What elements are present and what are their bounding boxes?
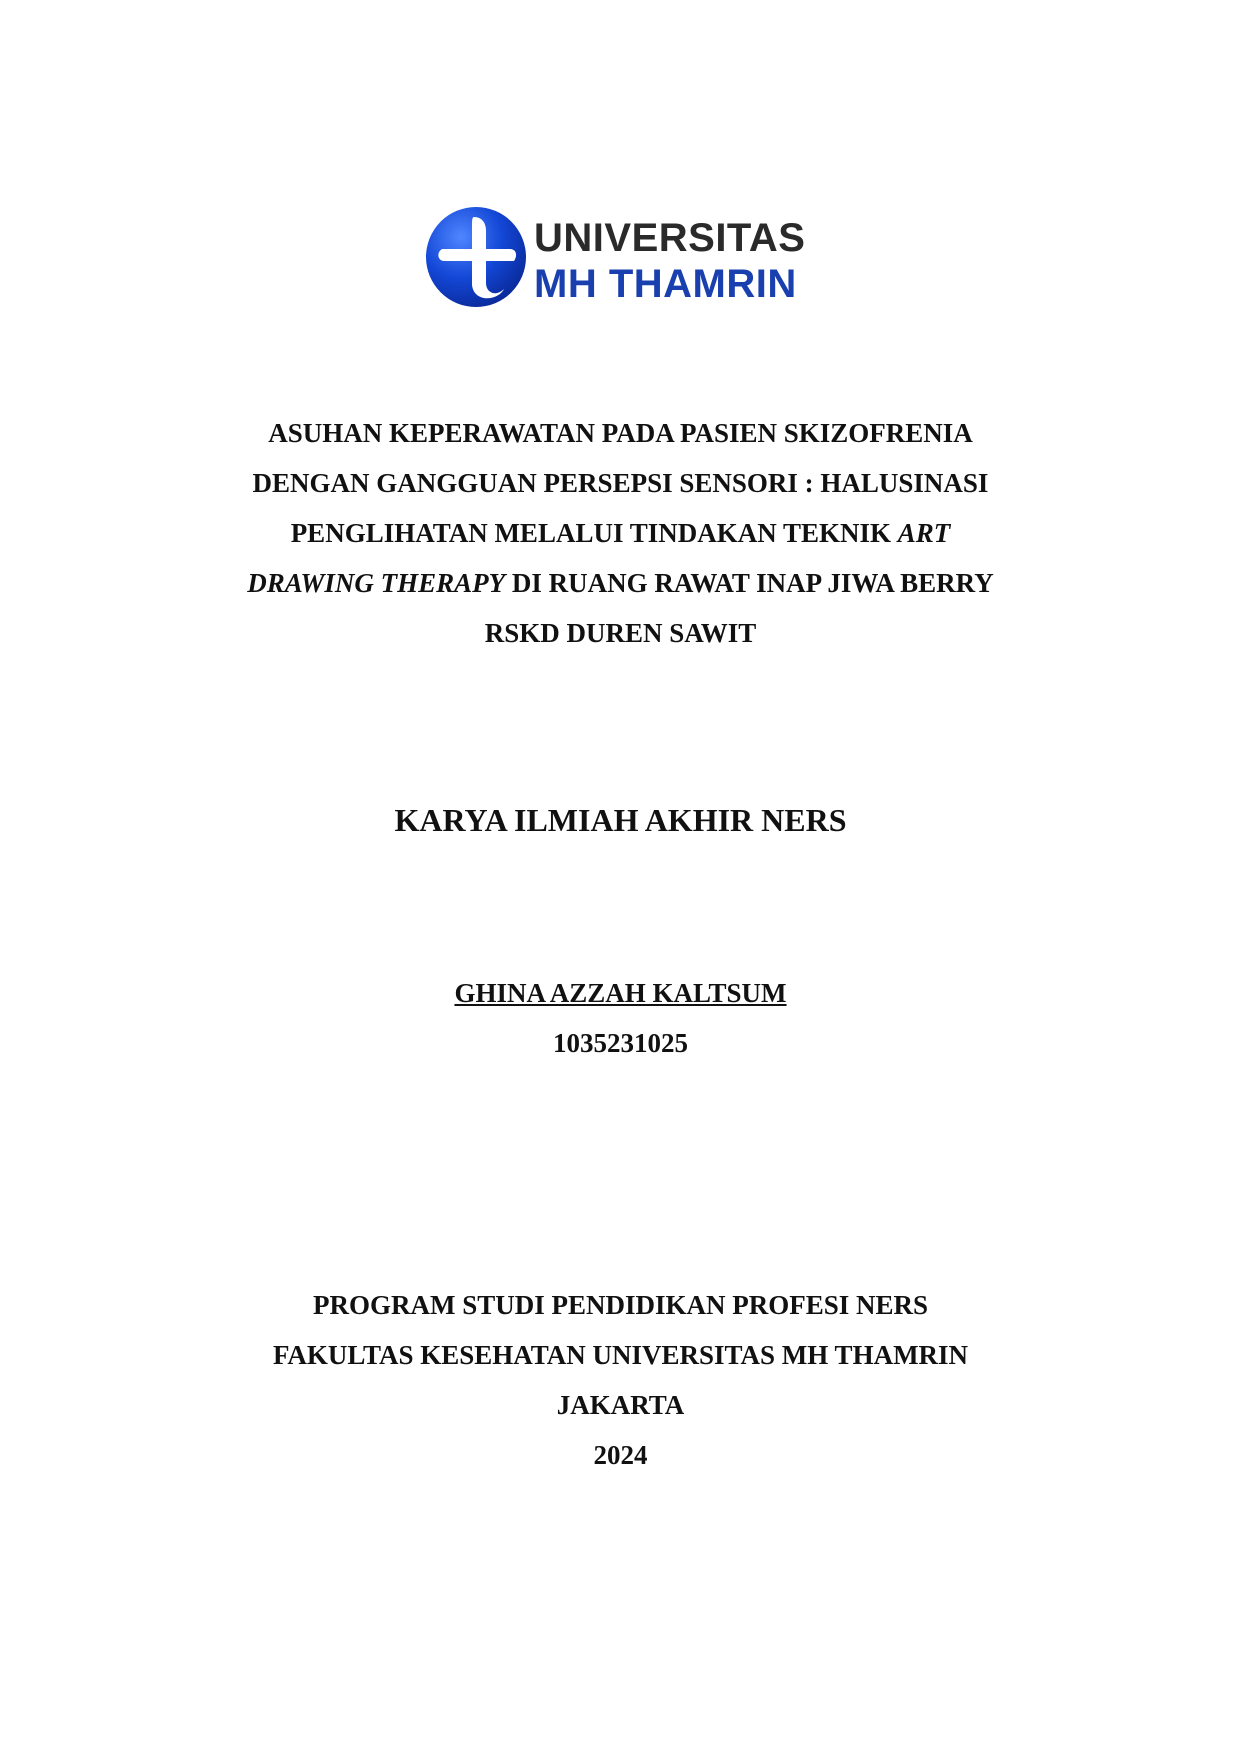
title-line-4 bbox=[120, 558, 1121, 608]
study-program: PROGRAM STUDI PENDIDIKAN PROFESI NERS bbox=[312, 1290, 929, 1320]
title-line-3 bbox=[120, 508, 1121, 558]
logo-emblem-icon bbox=[424, 205, 528, 309]
city: JAKARTA bbox=[556, 1390, 685, 1420]
document-type: KARYA ILMIAH AKHIR NERS bbox=[394, 802, 847, 838]
title-line-2: DENGAN GANGGUAN PERSEPSI SENSORI : HALUSINASI bbox=[252, 468, 989, 498]
student-id: 1035231025 bbox=[553, 1028, 688, 1058]
year: 2024 bbox=[593, 1440, 648, 1470]
logo-text-universitas: UNIVERSITAS bbox=[534, 216, 806, 260]
title-line-4-italic: DRAWING THERAPY bbox=[247, 568, 506, 598]
author-block bbox=[120, 968, 1121, 1068]
title-line-5: RSKD DUREN SAWIT bbox=[484, 618, 757, 648]
institution-block bbox=[120, 1280, 1121, 1480]
title-line-3-text: PENGLIHATAN MELALUI TINDAKAN TEKNIK bbox=[290, 518, 898, 548]
logo-text-mh-thamrin: MH THAMRIN bbox=[534, 262, 797, 306]
document-title bbox=[120, 408, 1121, 658]
title-line-1: ASUHAN KEPERAWATAN PADA PASIEN SKIZOFRENIA bbox=[268, 418, 973, 448]
university-logo bbox=[424, 205, 804, 315]
faculty: FAKULTAS KESEHATAN UNIVERSITAS MH THAMRIN bbox=[272, 1340, 969, 1370]
author-name: GHINA AZZAH KALTSUM bbox=[454, 978, 787, 1008]
title-line-4-text: DI RUANG RAWAT INAP JIWA BERRY bbox=[505, 568, 994, 598]
title-line-3-italic: ART bbox=[897, 518, 951, 548]
